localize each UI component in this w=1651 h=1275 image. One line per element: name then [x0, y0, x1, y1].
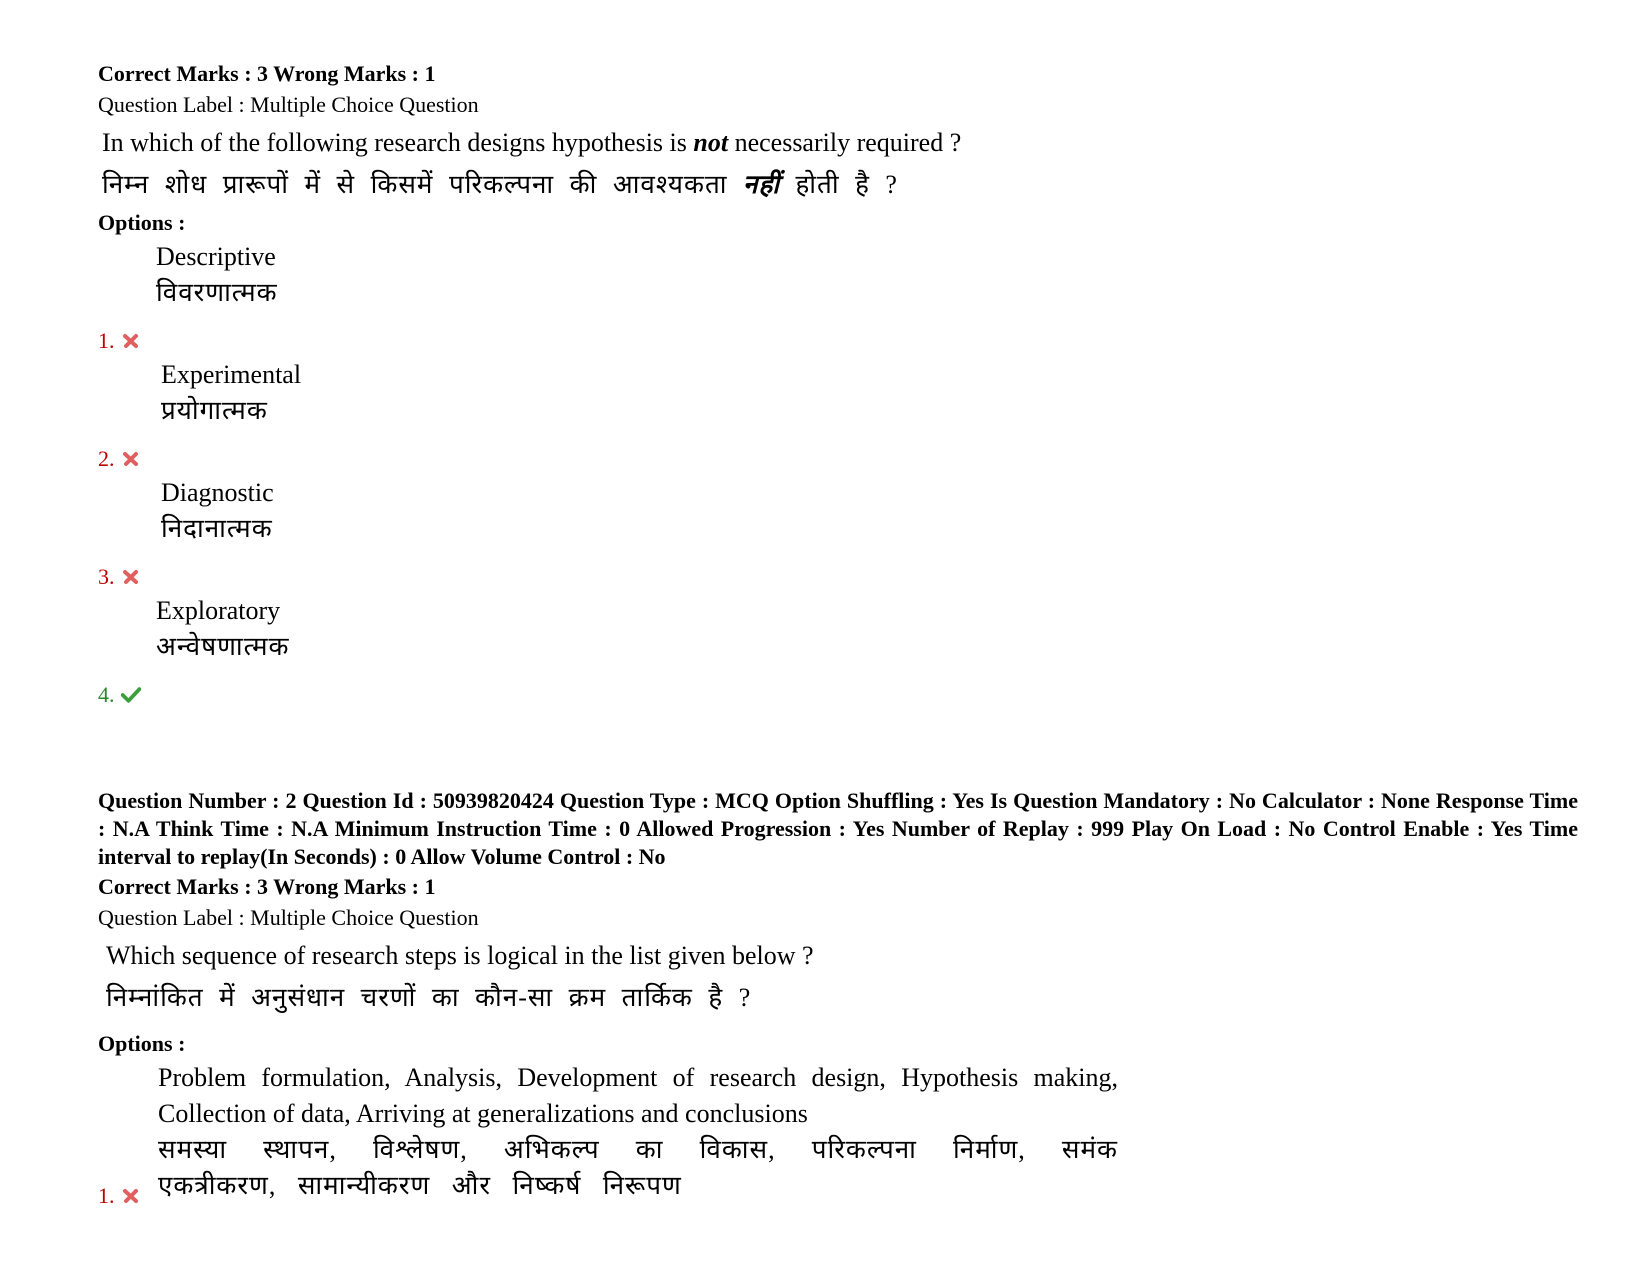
option-number: 4.	[98, 682, 115, 707]
options-heading: Options :	[98, 210, 186, 235]
question-text-english: In which of the following research designs hypothesis is not necessarily required ?	[102, 128, 962, 157]
option-text-english: Diagnostic	[161, 478, 274, 507]
question-text-hindi: निम्नांकित में अनुसंधान चरणों का कौन-सा क्रम तार्किक है ?	[106, 983, 752, 1012]
question-label: Question Label : Multiple Choice Question	[98, 92, 479, 117]
option-text-english: Exploratory	[156, 596, 281, 625]
question-1	[98, 60, 1578, 709]
cross-icon	[121, 449, 141, 469]
option-text-english: Descriptive	[156, 242, 276, 271]
correct-marks: Correct Marks : 3 Wrong Marks : 1	[98, 61, 436, 86]
option-text-hindi: प्रयोगात्मक	[161, 396, 268, 425]
options-heading: Options :	[98, 1031, 186, 1056]
cross-icon	[121, 331, 141, 351]
cross-icon	[121, 1186, 141, 1206]
option-text-hindi: समस्या स्थापन, विश्लेषण, अभिकल्प का विकास, परिकल्पना निर्माण, समंक एकत्रीकरण, सामान्यीकरण और निष्कर्ष निरूपण	[158, 1135, 1118, 1200]
option-1	[98, 1060, 1578, 1210]
question-paper	[98, 58, 1578, 1210]
option-text-english: Problem formulation, Analysis, Development of research design, Hypothesis making, Collection of data, Arriving at generalizations and conclusions	[158, 1063, 1118, 1128]
option-number: 1.	[98, 1183, 115, 1208]
option-text-hindi: निदानात्मक	[161, 514, 273, 543]
option-text-hindi: अन्वेषणात्मक	[156, 632, 290, 661]
option-number: 1.	[98, 328, 115, 353]
option-3	[98, 473, 1578, 591]
question-2	[98, 787, 1578, 1210]
question-text-english: Which sequence of research steps is logical in the list given below ?	[106, 941, 814, 970]
option-number: 2.	[98, 446, 115, 471]
question-text-hindi: निम्न शोध प्रारूपों में से किसमें परिकल्पना की आवश्यकता नहीं होती है ?	[102, 170, 898, 199]
check-icon	[121, 685, 141, 705]
option-number: 3.	[98, 564, 115, 589]
option-2	[98, 355, 1578, 473]
option-text-hindi: विवरणात्मक	[156, 278, 278, 307]
question-label: Question Label : Multiple Choice Question	[98, 905, 479, 930]
question-meta: Question Number : 2 Question Id : 50939820424 Question Type : MCQ Option Shuffling : Yes Is Question Mandatory : No Calculator : None Response Time : N.A Think Time : N.A Minimum Instruction Time : 0 Allowed Progression : Yes Number of Replay : 999 Play On Load : No Control Enable : Yes Time interval to replay(In Seconds) : 0 Allow Volume Control : No	[98, 788, 1578, 869]
cross-icon	[121, 567, 141, 587]
option-4	[98, 591, 1578, 709]
option-text-english: Experimental	[161, 360, 302, 389]
option-1	[98, 237, 1578, 355]
correct-marks: Correct Marks : 3 Wrong Marks : 1	[98, 874, 436, 899]
